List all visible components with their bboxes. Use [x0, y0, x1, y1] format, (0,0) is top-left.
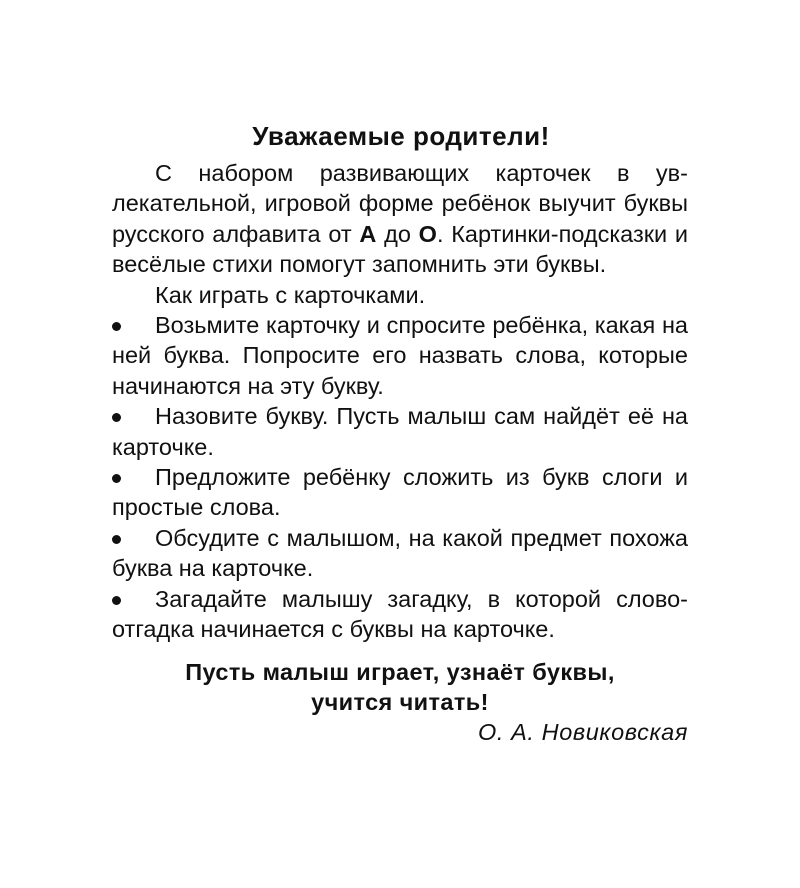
closing-message	[112, 657, 688, 718]
letter-to: О	[418, 220, 437, 247]
tip-text: Загадайте малышу загадку, в которой слово-отгадка начинается с буквы на карточке.	[112, 585, 688, 643]
intro-paragraph	[112, 158, 688, 280]
list-item	[112, 523, 688, 584]
page-title: Уважаемые родители!	[252, 121, 550, 151]
bullet-icon	[112, 474, 121, 483]
list-item	[112, 462, 688, 523]
bullet-icon	[112, 413, 121, 422]
howto-heading: Как играть с карточками.	[155, 281, 426, 308]
bullet-icon	[112, 322, 121, 331]
tip-text: Предложите ребёнку сложить из букв слоги и простые слова.	[112, 464, 688, 521]
tip-text: Обсудите с малышом, на какой предмет похожа буква на карточке.	[112, 524, 688, 582]
list-item	[112, 584, 688, 645]
tip-text: Возьмите карточку и спросите ребёнка, какая на ней буква. Попросите его назвать слова, которые начинаются на эту букву.	[112, 312, 688, 399]
intro-text-mid: до	[376, 220, 419, 247]
intro-text-start: С набором развивающих карточек в увлекательной, игровой форме ребёнок выучит буквы русского алфавита от	[112, 160, 688, 247]
tips-list	[112, 310, 688, 644]
list-item	[112, 310, 688, 401]
intro-text-end: . Картинки-подсказки и весёлые стихи помогут запомнить эти буквы.	[112, 220, 688, 278]
bullet-icon	[112, 596, 121, 605]
list-item	[112, 401, 688, 462]
letter-to-parents	[112, 118, 688, 748]
bullet-icon	[112, 535, 121, 544]
closing-line-2: учится читать!	[311, 688, 489, 715]
author-signature: О. А. Новиковская	[477, 719, 688, 746]
closing-line-1: Пусть малыш играет, узнаёт буквы,	[185, 658, 615, 685]
tip-text: Назовите букву. Пусть малыш сам найдёт её на карточке.	[112, 403, 688, 460]
letter-from: А	[359, 220, 377, 247]
